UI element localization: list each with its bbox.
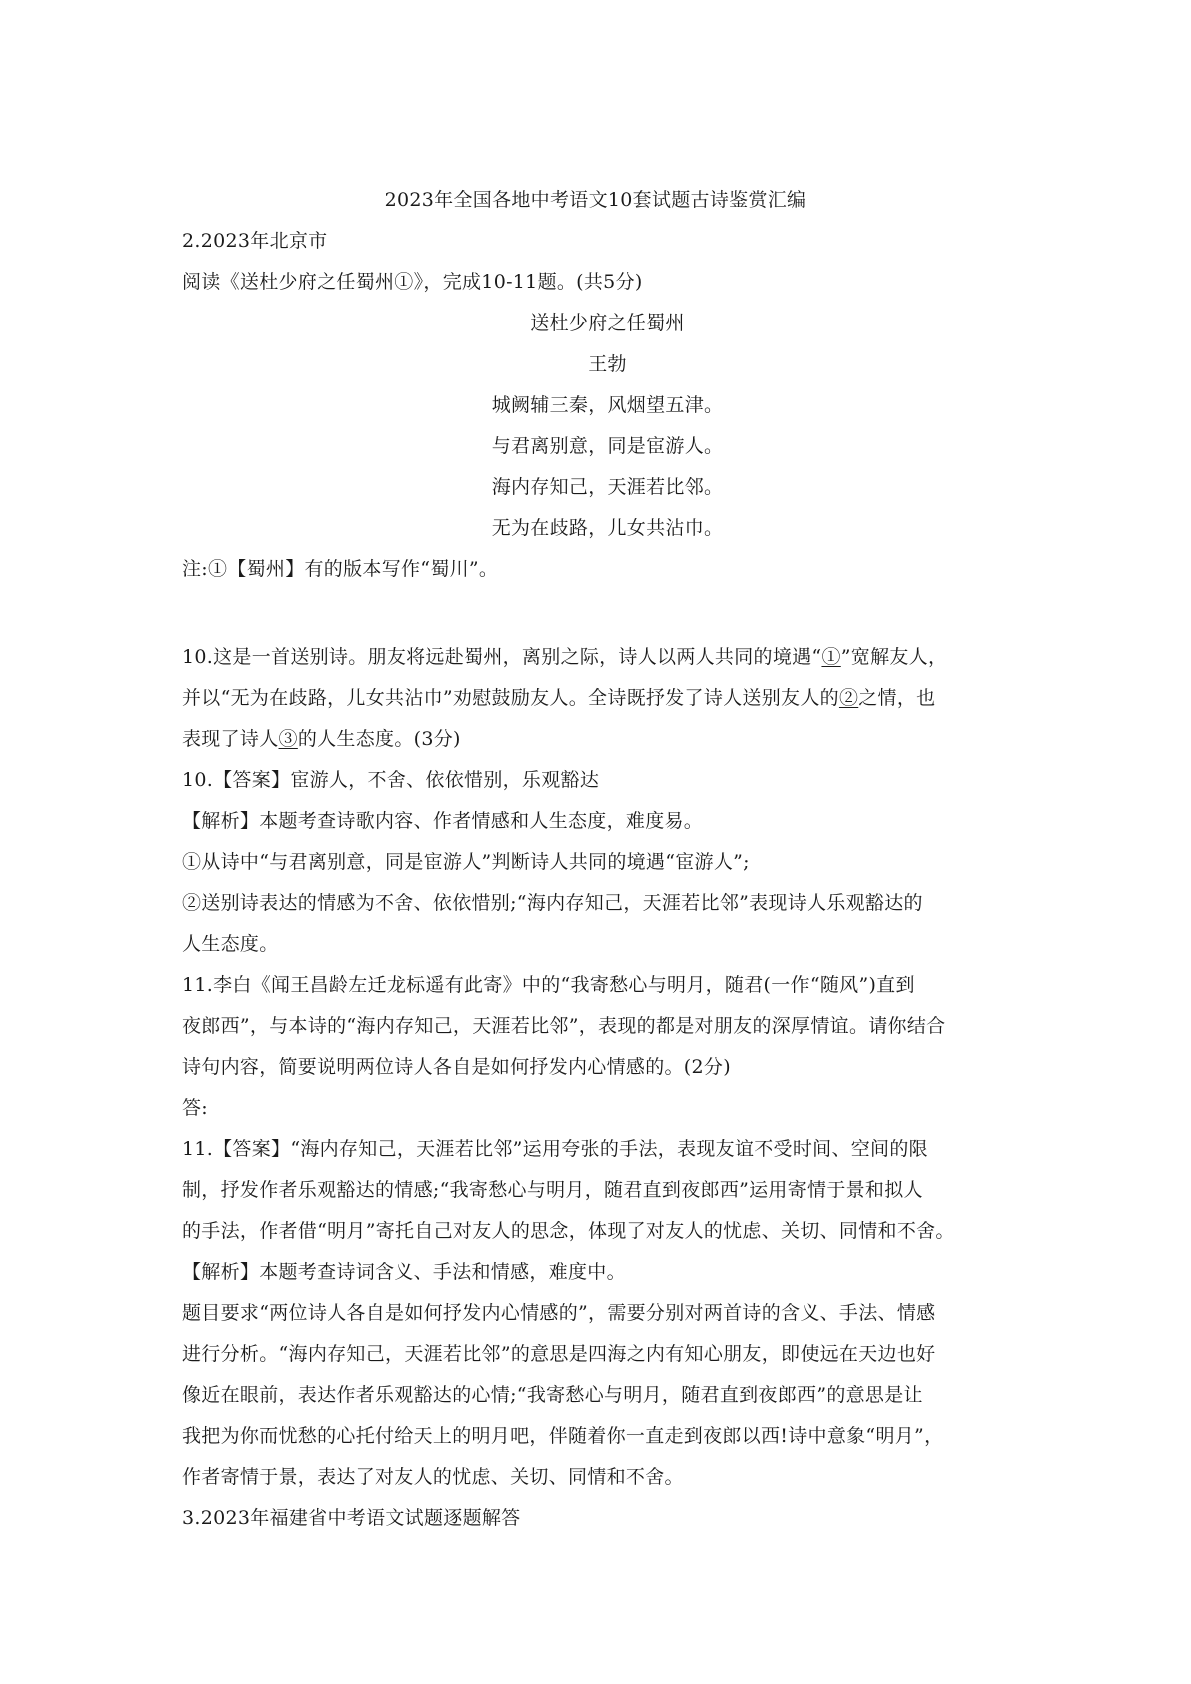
question-11-analysis-line: 我把为你而忧愁的心托付给天上的明月吧，伴随着你一直走到夜郎以西!诗中意象“明月”， [182,1425,944,1447]
question-text: 并以“无为在歧路，儿女共沾巾”劝慰鼓励友人。全诗既抒发了诗人送别友人的 [182,687,839,709]
reading-instruction: 阅读《送杜少府之任蜀州①》，完成10-11题。(共5分) [182,271,643,293]
poem-author: 王勃 [588,353,627,375]
poem-note: 注:①【蜀州】有的版本写作“蜀川”。 [182,558,499,580]
question-11-line: 11.李白《闻王昌龄左迁龙标遥有此寄》中的“我寄愁心与明月，随君(一作“随风”)直到 [182,974,915,996]
section-heading-beijing: 2.2023年北京市 [182,230,328,252]
question-11-line: 夜郎西”，与本诗的“海内存知己，天涯若比邻”，表现的都是对朋友的深厚情谊。请你结合 [182,1015,946,1037]
question-11-answer-line: 的手法，作者借“明月”寄托自己对友人的思念，体现了对友人的忧虑、关切、同情和不舍。 [182,1220,955,1242]
poem-title: 送杜少府之任蜀州 [530,312,685,334]
answer-blank-3: ③ [278,728,298,750]
document-title: 2023年全国各地中考语文10套试题古诗鉴赏汇编 [384,189,807,211]
question-text: 10.这是一首送别诗。朋友将远赴蜀州，离别之际，诗人以两人共同的境遇“ [182,646,822,668]
question-10-line [182,645,947,669]
question-text: ”宽解友人， [840,646,948,668]
question-10-analysis-line: ②送别诗表达的情感为不舍、依依惜别;“海内存知己，天涯若比邻”表现诗人乐观豁达的 [182,892,923,914]
question-11-analysis-line: 题目要求“两位诗人各自是如何抒发内心情感的”，需要分别对两首诗的含义、手法、情感 [182,1302,936,1324]
question-10-analysis-title: 【解析】本题考查诗歌内容、作者情感和人生态度，难度易。 [182,810,704,832]
question-10-line [182,686,935,710]
poem-line: 与君离别意，同是宦游人。 [491,435,724,457]
answer-blank-1: ① [821,646,841,668]
question-10-analysis-line: ①从诗中“与君离别意，同是宦游人”判断诗人共同的境遇“宦游人”; [182,851,750,873]
question-10-analysis-line: 人生态度。 [182,933,279,955]
question-11-line: 诗句内容，简要说明两位诗人各自是如何抒发内心情感的。(2分) [182,1056,731,1078]
poem-line: 海内存知己，天涯若比邻。 [491,476,724,498]
question-text: 表现了诗人 [182,728,279,750]
question-10-line [182,727,461,751]
question-11-analysis-title: 【解析】本题考查诗词含义、手法和情感，难度中。 [182,1261,626,1283]
answer-blank-2: ② [838,687,859,709]
question-11-answer-line: 11.【答案】“海内存知己，天涯若比邻”运用夸张的手法，表现友谊不受时间、空间的限 [182,1138,928,1160]
question-11-answer-line: 制，抒发作者乐观豁达的情感;“我寄愁心与明月，随君直到夜郎西”运用寄情于景和拟人 [182,1179,923,1201]
poem-line: 无为在歧路，儿女共沾巾。 [491,517,724,539]
question-11-analysis-line: 像近在眼前，表达作者乐观豁达的心情;“我寄愁心与明月，随君直到夜郎西”的意思是让 [182,1384,923,1406]
question-text: 之情，也 [858,687,936,709]
poem-line: 城阙辅三秦，风烟望五津。 [491,394,724,416]
answer-label: 答: [182,1097,209,1119]
section-heading-fujian: 3.2023年福建省中考语文试题逐题解答 [182,1507,521,1529]
question-11-analysis-line: 进行分析。“海内存知己，天涯若比邻”的意思是四海之内有知心朋友，即使远在天边也好 [182,1343,936,1365]
question-11-analysis-line: 作者寄情于景，表达了对友人的忧虑、关切、同情和不舍。 [182,1466,684,1488]
question-text: 的人生态度。(3分) [297,728,461,750]
question-10-answer: 10.【答案】宦游人，不舍、依依惜别，乐观豁达 [182,769,600,791]
